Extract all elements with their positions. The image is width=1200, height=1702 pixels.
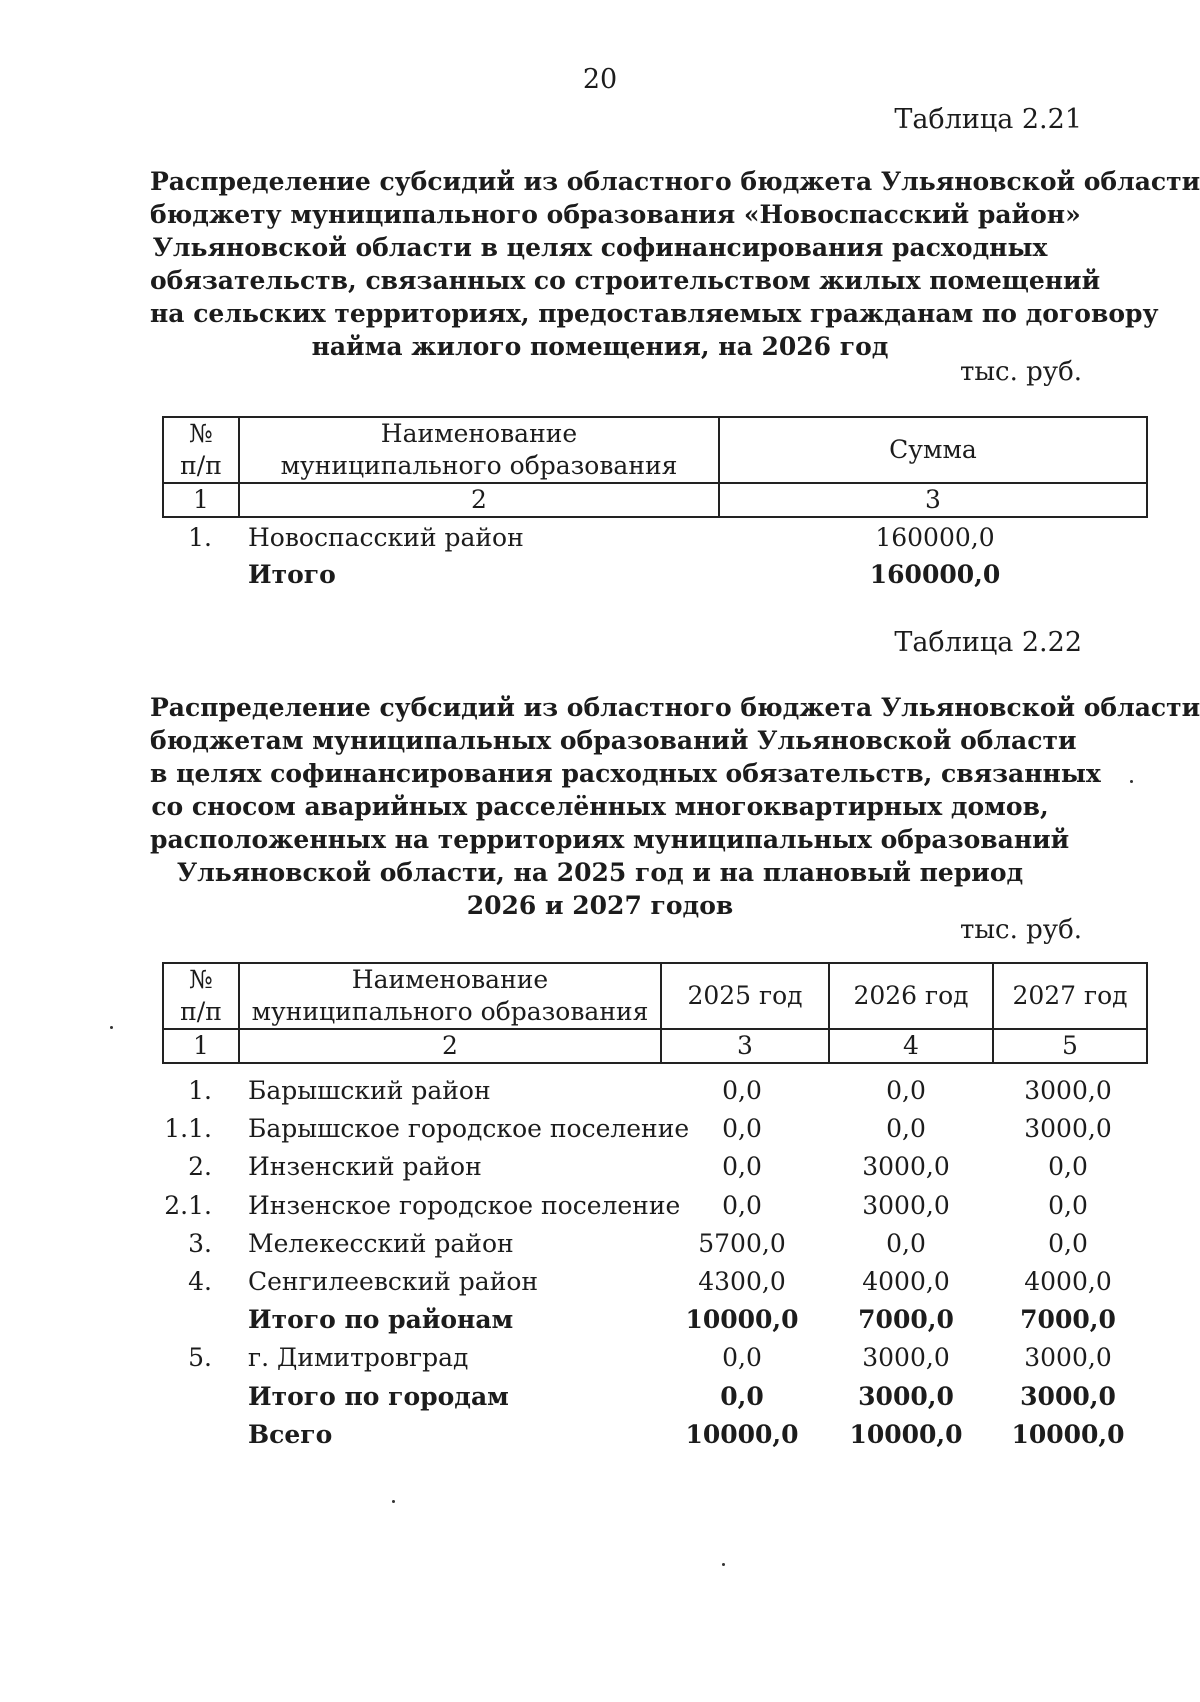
cell-v2027: 7000,0 xyxy=(1020,1305,1116,1335)
cell-name: Инзенское городское поселение xyxy=(248,1190,681,1220)
scan-speck xyxy=(1130,780,1133,783)
cell-num: 3. xyxy=(188,1228,212,1258)
table-row xyxy=(0,1150,1200,1184)
cell-v2025: 0,0 xyxy=(720,1381,764,1411)
index-cell: 1 xyxy=(163,483,239,517)
cell-v2026: 7000,0 xyxy=(858,1305,954,1335)
title-line: 2026 и 2027 годов xyxy=(466,891,734,920)
title-line: со сносом аварийных расселённых многоквартирных домов, xyxy=(151,792,1049,821)
cell-num: 1.1. xyxy=(164,1114,212,1144)
table-total-row xyxy=(0,1418,1200,1452)
header-2027: 2027 год xyxy=(993,963,1147,1029)
cell-num: 1. xyxy=(188,1076,212,1105)
cell-name: Итого по районам xyxy=(248,1305,514,1335)
cell-name: Инзенский район xyxy=(248,1152,482,1182)
cell-name: Барышский район xyxy=(248,1076,491,1105)
table-row xyxy=(0,1074,1200,1108)
header-sum: Сумма xyxy=(719,417,1147,483)
table-row xyxy=(0,1341,1200,1375)
index-cell: 4 xyxy=(829,1029,993,1063)
cell-v2027: 4000,0 xyxy=(1024,1267,1112,1296)
index-cell: 3 xyxy=(661,1029,829,1063)
header-2025: 2025 год xyxy=(661,963,829,1029)
table-row xyxy=(0,1227,1200,1261)
cell-name: Всего xyxy=(248,1419,333,1449)
cell-v2025: 0,0 xyxy=(722,1152,762,1182)
scan-speck xyxy=(392,1500,395,1503)
page-number: 20 xyxy=(582,64,618,95)
cell-v2025: 10000,0 xyxy=(685,1305,799,1335)
table-total-row xyxy=(0,1380,1200,1414)
title-line: в целях софинансирования расходных обязательств, связанных xyxy=(150,759,1101,788)
table-total-row xyxy=(0,1303,1200,1337)
header-name: Наименование муниципального образования xyxy=(239,417,719,483)
table-row xyxy=(0,1265,1200,1299)
cell-v2025: 0,0 xyxy=(722,1114,762,1144)
scan-speck xyxy=(110,1026,113,1029)
cell-v2027: 3000,0 xyxy=(1024,1343,1112,1373)
title-line: бюджету муниципального образования «Новоспасский район» xyxy=(150,200,1081,229)
cell-v2027: 3000,0 xyxy=(1024,1114,1112,1144)
title-line: найма жилого помещения, на 2026 год xyxy=(311,332,889,361)
cell-v2026: 3000,0 xyxy=(858,1381,954,1411)
cell-v2026: 0,0 xyxy=(886,1114,926,1144)
header-name: Наименование муниципального образования xyxy=(239,963,661,1029)
cell-name: Мелекесский район xyxy=(248,1228,514,1258)
table-row xyxy=(0,1189,1200,1223)
title-line: на сельских территориях, предоставляемых гражданам по договору xyxy=(150,299,1159,328)
cell-v2026: 3000,0 xyxy=(862,1152,950,1182)
title-line: обязательств, связанных со строительством жилых помещений xyxy=(150,266,1101,295)
cell-num: 2. xyxy=(188,1152,212,1182)
index-cell: 2 xyxy=(239,1029,661,1063)
cell-num: 4. xyxy=(188,1267,212,1296)
unit-label: тыс. руб. xyxy=(959,357,1082,387)
table-total-row: Итого 160000,0 xyxy=(248,560,1001,589)
cell-v2027: 0,0 xyxy=(1048,1190,1088,1220)
scan-speck xyxy=(722,1563,725,1566)
index-cell: 3 xyxy=(719,483,1147,517)
table-header xyxy=(162,962,1148,1064)
title-line: Распределение субсидий из областного бюджета Ульяновской области xyxy=(150,693,1200,722)
title-line: Распределение субсидий из областного бюджета Ульяновской области xyxy=(150,167,1200,196)
table-label: Таблица 2.22 xyxy=(894,627,1082,658)
cell-name: Барышское городское поселение xyxy=(248,1114,690,1144)
title-line: Ульяновской области в целях софинансирования расходных xyxy=(152,233,1048,262)
title-line: Ульяновской области, на 2025 год и на плановый период xyxy=(176,858,1024,887)
cell-v2027: 0,0 xyxy=(1048,1228,1088,1258)
cell-num: 5. xyxy=(188,1343,212,1373)
cell-v2027: 3000,0 xyxy=(1020,1381,1116,1411)
cell-v2027: 10000,0 xyxy=(1011,1419,1125,1449)
cell-v2026: 3000,0 xyxy=(862,1343,950,1373)
header-num: № п/п xyxy=(163,963,239,1029)
table-label: Таблица 2.21 xyxy=(894,104,1082,135)
cell-v2025: 0,0 xyxy=(722,1343,762,1373)
table-title xyxy=(150,165,1200,363)
table-title xyxy=(150,691,1200,922)
index-cell: 2 xyxy=(239,483,719,517)
header-2026: 2026 год xyxy=(829,963,993,1029)
index-cell: 5 xyxy=(993,1029,1147,1063)
cell-v2025: 5700,0 xyxy=(698,1228,786,1258)
cell-name: Итого по городам xyxy=(248,1381,509,1411)
cell-v2026: 0,0 xyxy=(886,1076,926,1105)
cell-v2027: 3000,0 xyxy=(1024,1076,1112,1105)
cell-num: 2.1. xyxy=(164,1190,212,1220)
cell-v2025: 0,0 xyxy=(722,1076,762,1105)
cell-v2026: 0,0 xyxy=(886,1228,926,1258)
table-row xyxy=(0,1112,1200,1146)
cell-v2025: 10000,0 xyxy=(685,1419,799,1449)
table-row: 1. Новоспасский район 160000,0 xyxy=(188,523,995,552)
cell-v2026: 10000,0 xyxy=(849,1419,963,1449)
index-cell: 1 xyxy=(163,1029,239,1063)
table-header xyxy=(162,416,1148,518)
cell-v2027: 0,0 xyxy=(1048,1152,1088,1182)
cell-v2026: 4000,0 xyxy=(862,1267,950,1296)
cell-name: г. Димитровград xyxy=(248,1343,469,1373)
header-num: № п/п xyxy=(163,417,239,483)
cell-v2026: 3000,0 xyxy=(862,1190,950,1220)
title-line: расположенных на территориях муниципальных образований xyxy=(150,825,1070,854)
cell-v2025: 4300,0 xyxy=(698,1267,786,1296)
cell-v2025: 0,0 xyxy=(722,1190,762,1220)
unit-label: тыс. руб. xyxy=(959,915,1082,945)
cell-name: Сенгилеевский район xyxy=(248,1267,539,1296)
title-line: бюджетам муниципальных образований Ульяновской области xyxy=(150,726,1077,755)
